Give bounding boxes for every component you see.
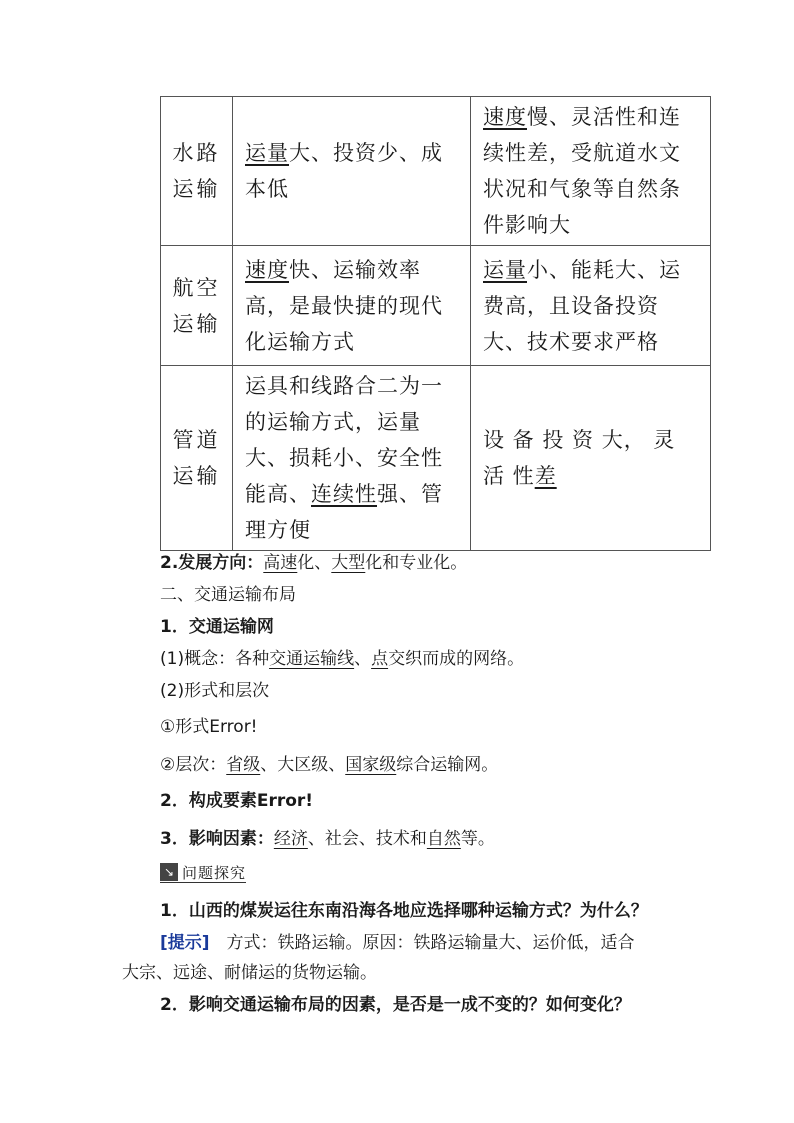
- advantages-cell: [233, 97, 471, 246]
- question-line: [122, 958, 377, 983]
- underlined-term: 速度: [245, 257, 289, 282]
- underlined-term: 高速: [263, 553, 298, 573]
- text-segment: 方式：铁路运输。原因：铁路运输量大、运价低，适合: [209, 933, 635, 953]
- cell-text: 大、投资少、成本低: [245, 141, 443, 201]
- content-line: [160, 712, 258, 737]
- content-line: [160, 750, 498, 775]
- text-segment: 2．构成要素Error!: [160, 791, 314, 811]
- advantages-cell: [233, 246, 471, 366]
- underlined-term: 运量: [483, 257, 527, 282]
- text-segment: 2．影响交通运输布局的因素，是否是一成不变的？如何变化？: [160, 995, 631, 1015]
- cell-text: 慢、灵活性和连续性差，受航道水文状况和气象等自然条件影响大: [483, 105, 681, 237]
- content-line: [160, 824, 495, 849]
- badge-label: 问题探究: [182, 863, 247, 882]
- transport-mode-name: 水路运输: [161, 97, 233, 246]
- text-segment: 化和专业化。: [365, 553, 468, 573]
- underlined-term: 省级: [226, 755, 261, 775]
- cell-text: 运具和线路合二为一的运输方式，运量大、损耗小、安全性能高、: [245, 374, 443, 506]
- content-line: [160, 580, 296, 605]
- disadvantages-cell: [471, 246, 711, 366]
- text-segment: ②层次：: [160, 755, 227, 775]
- table-row: [161, 246, 711, 366]
- underlined-term: 速度: [483, 105, 527, 129]
- cell-text: 小、能耗大、运费高，且设备投资大、技术要求严格: [483, 257, 681, 354]
- badge-box: [160, 862, 246, 883]
- text-segment: 1．山西的煤炭运往东南沿海各地应选择哪种运输方式？为什么？: [160, 901, 648, 921]
- disadvantages-cell: [471, 366, 711, 551]
- content-line: [160, 786, 313, 811]
- transport-mode-name: 管道运输: [161, 366, 233, 551]
- disadvantages-cell: [471, 97, 711, 246]
- text-segment: 发展方向：: [178, 553, 264, 573]
- text-segment: 化、: [297, 553, 332, 573]
- underlined-term: 连续性: [311, 482, 377, 506]
- text-segment: 大宗、远途、耐储运的货物运输。: [122, 963, 377, 983]
- underlined-term: 交通运输线: [269, 649, 355, 669]
- text-segment: 、社会、技术和: [307, 829, 427, 849]
- content-line: [160, 644, 524, 669]
- text-segment: 综合运输网。: [396, 755, 499, 775]
- question-line: [160, 990, 631, 1015]
- cell-text: 设 备 投 资 大， 灵 活 性: [483, 428, 676, 488]
- text-segment: (2)形式和层次: [160, 681, 270, 701]
- cell-text: 快、运输效率高，是最快捷的现代化运输方式: [245, 257, 443, 354]
- advantages-cell: [233, 366, 471, 551]
- underlined-term: 自然: [426, 829, 461, 849]
- underlined-term: 国家级: [345, 755, 397, 775]
- question-line: [160, 896, 648, 921]
- hint-tag: [提示]: [160, 933, 210, 953]
- text-segment: 二、交通运输布局: [160, 585, 296, 605]
- transport-mode-name: 航空运输: [161, 246, 233, 366]
- content-line: [160, 548, 467, 573]
- text-segment: 3．影响因素：: [160, 829, 274, 849]
- text-segment: 交织而成的网络。: [388, 649, 525, 669]
- content-line: [160, 676, 269, 701]
- text-segment: 、大区级、: [260, 755, 346, 775]
- underlined-term: 点: [371, 649, 389, 669]
- underlined-term: 运量: [245, 141, 289, 165]
- text-segment: 1．交通运输网: [160, 617, 274, 637]
- cell-text: 强、管理方便: [245, 482, 443, 542]
- table-body: [161, 97, 711, 551]
- table-row: [161, 97, 711, 246]
- table-row: [161, 366, 711, 551]
- text-segment: 、: [354, 649, 372, 669]
- underlined-term: 差: [534, 464, 557, 488]
- transport-comparison-table: [160, 96, 711, 551]
- question-explore-badge: [160, 861, 246, 883]
- text-segment: ①形式Error!: [160, 717, 258, 737]
- arrow-icon: ↘: [160, 863, 178, 881]
- content-line: [160, 612, 274, 637]
- text-segment: (1)概念：各种: [160, 649, 270, 669]
- text-segment: 等。: [460, 829, 495, 849]
- text-segment: 2.: [160, 553, 179, 573]
- underlined-term: 大型: [331, 553, 366, 573]
- question-line: [160, 928, 635, 953]
- underlined-term: 经济: [273, 829, 308, 849]
